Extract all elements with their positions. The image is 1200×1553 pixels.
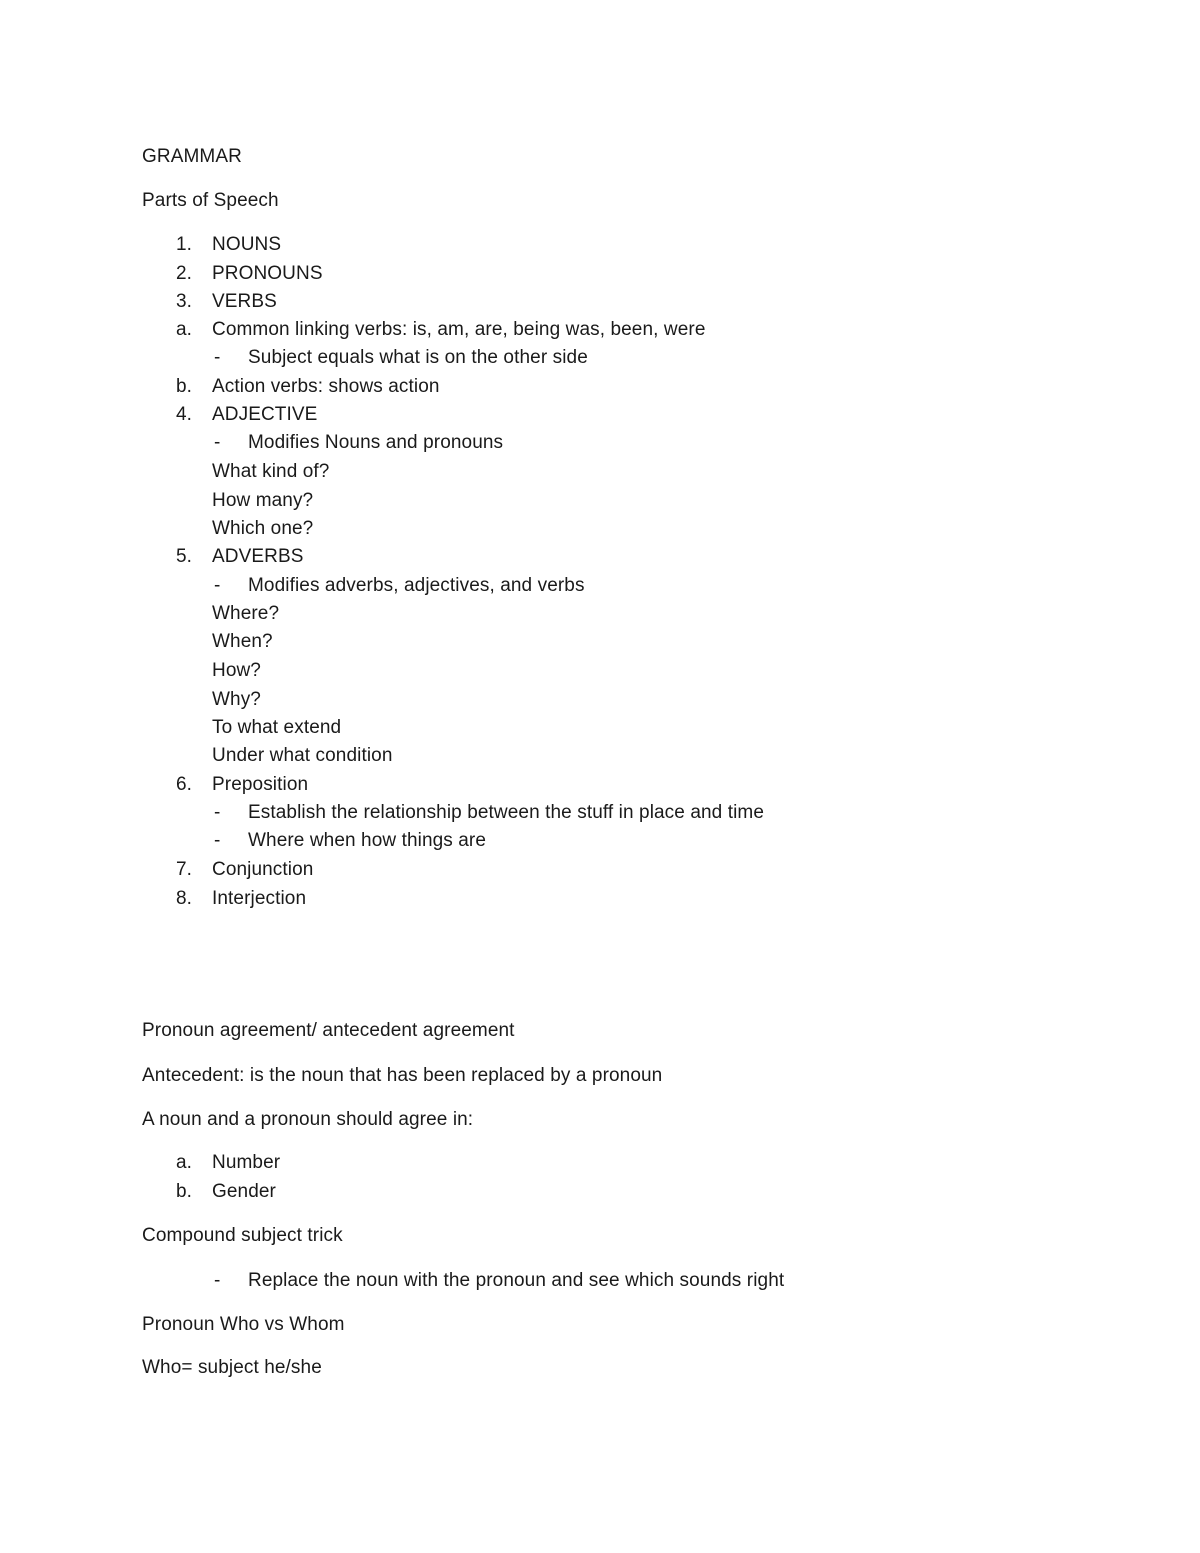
- list-item: To what extend: [212, 717, 342, 738]
- list-item: NOUNS: [212, 234, 282, 255]
- list-item: How?: [212, 660, 261, 681]
- section-heading-parts-of-speech: Parts of Speech: [142, 190, 279, 211]
- list-marker: -: [214, 575, 221, 596]
- list-item: Where?: [212, 603, 280, 624]
- list-marker: 3.: [176, 291, 192, 312]
- list-marker: -: [214, 347, 221, 368]
- list-item: Which one?: [212, 518, 314, 539]
- list-item: Gender: [212, 1181, 276, 1202]
- list-marker: 8.: [176, 888, 192, 909]
- list-marker: a.: [176, 1152, 192, 1173]
- who-definition: Who= subject he/she: [142, 1357, 322, 1378]
- document-title: GRAMMAR: [142, 146, 242, 167]
- list-item: PRONOUNS: [212, 263, 323, 284]
- list-item: Under what condition: [212, 745, 393, 766]
- list-marker: -: [214, 830, 221, 851]
- list-marker: 7.: [176, 859, 192, 880]
- list-marker: 1.: [176, 234, 192, 255]
- who-vs-whom-heading: Pronoun Who vs Whom: [142, 1314, 345, 1335]
- list-item: Conjunction: [212, 859, 314, 880]
- list-item: ADJECTIVE: [212, 404, 318, 425]
- list-item: How many?: [212, 490, 314, 511]
- list-marker: b.: [176, 376, 192, 397]
- list-item: Interjection: [212, 888, 307, 909]
- section-heading-pronoun-agreement: Pronoun agreement/ antecedent agreement: [142, 1020, 515, 1041]
- list-marker: b.: [176, 1181, 192, 1202]
- list-marker: -: [214, 432, 221, 453]
- list-item: What kind of?: [212, 461, 330, 482]
- compound-subject-heading: Compound subject trick: [142, 1225, 343, 1246]
- list-item: When?: [212, 631, 273, 652]
- antecedent-definition: Antecedent: is the noun that has been replaced by a pronoun: [142, 1065, 663, 1086]
- list-item: Where when how things are: [248, 830, 487, 851]
- list-marker: 2.: [176, 263, 192, 284]
- list-item: Common linking verbs: is, am, are, being was, been, were: [212, 319, 706, 340]
- list-item: Number: [212, 1152, 281, 1173]
- list-item: Action verbs: shows action: [212, 376, 440, 397]
- list-marker: 4.: [176, 404, 192, 425]
- list-item: Modifies adverbs, adjectives, and verbs: [248, 575, 585, 596]
- list-item: Modifies Nouns and pronouns: [248, 432, 504, 453]
- list-item: VERBS: [212, 291, 277, 312]
- list-item: Why?: [212, 689, 261, 710]
- list-marker: 5.: [176, 546, 192, 567]
- list-item: Establish the relationship between the stuff in place and time: [248, 802, 764, 823]
- list-item: ADVERBS: [212, 546, 304, 567]
- list-marker: -: [214, 1270, 221, 1291]
- list-marker: -: [214, 802, 221, 823]
- list-item: Replace the noun with the pronoun and see which sounds right: [248, 1270, 785, 1291]
- list-item: Subject equals what is on the other side: [248, 347, 588, 368]
- list-marker: a.: [176, 319, 192, 340]
- list-marker: 6.: [176, 774, 192, 795]
- list-item: Preposition: [212, 774, 309, 795]
- agree-intro: A noun and a pronoun should agree in:: [142, 1109, 474, 1130]
